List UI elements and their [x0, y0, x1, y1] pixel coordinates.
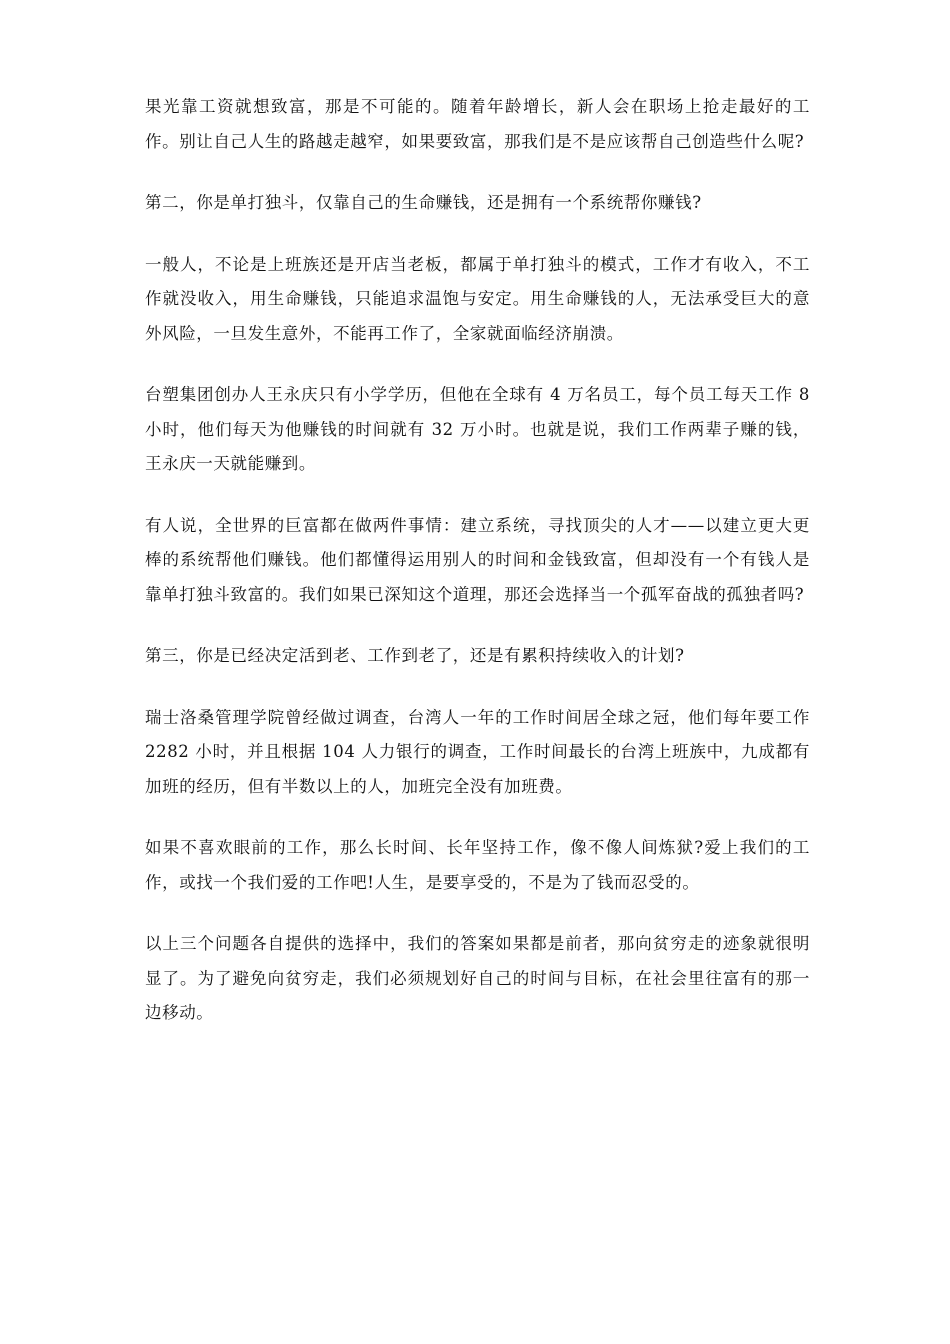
paragraph-6: 第三，你是已经决定活到老、工作到老了，还是有累积持续收入的计划? [145, 646, 685, 665]
paragraph-8: 如果不喜欢眼前的工作，那么长时间、长年坚持工作，像不像人间炼狱?爱上我们的工作，或找一个我们爱的工作吧!人生，是要享受的，不是为了钱而忍受的。 [145, 838, 810, 892]
paragraph-3: 一般人，不论是上班族还是开店当老板，都属于单打独斗的模式，工作才有收入，不工作就没收入，用生命赚钱，只能追求温饱与安定。用生命赚钱的人，无法承受巨大的意外风险，一旦发生意外，不能再工作了，全家就面临经济崩溃。 [145, 254, 810, 343]
paragraph-1: 果光靠工资就想致富，那是不可能的。随着年龄增长，新人会在职场上抢走最好的工作。别让自己人生的路越走越窄，如果要致富，那我们是不是应该帮自己创造些什么呢? [145, 97, 810, 151]
paragraph-7: 瑞士洛桑管理学院曾经做过调查，台湾人一年的工作时间居全球之冠，他们每年要工作 2282 小时，并且根据 104 人力银行的调查，工作时间最长的台湾上班族中，九成都有加班的经历，但有半数以上的人，加班完全没有加班费。 [145, 707, 810, 796]
paragraph-5: 有人说，全世界的巨富都在做两件事情：建立系统，寻找顶尖的人才——以建立更大更棒的系统帮他们赚钱。他们都懂得运用别人的时间和金钱致富，但却没有一个有钱人是靠单打独斗致富的。我们如果已深知这个道理，那还会选择当一个孤军奋战的孤独者吗? [145, 515, 810, 604]
paragraph-2: 第二，你是单打独斗，仅靠自己的生命赚钱，还是拥有一个系统帮你赚钱? [145, 193, 702, 212]
document-body [145, 90, 810, 1058]
paragraph-4: 台塑集团创办人王永庆只有小学学历，但他在全球有 4 万名员工，每个员工每天工作 8 小时，他们每天为他赚钱的时间就有 32 万小时。也就是说，我们工作两辈子赚的钱，王永庆一天就能赚到。 [145, 385, 810, 473]
paragraph-9: 以上三个问题各自提供的选择中，我们的答案如果都是前者，那向贫穷走的迹象就很明显了。为了避免向贫穷走，我们必须规划好自己的时间与目标，在社会里往富有的那一边移动。 [145, 934, 810, 1022]
